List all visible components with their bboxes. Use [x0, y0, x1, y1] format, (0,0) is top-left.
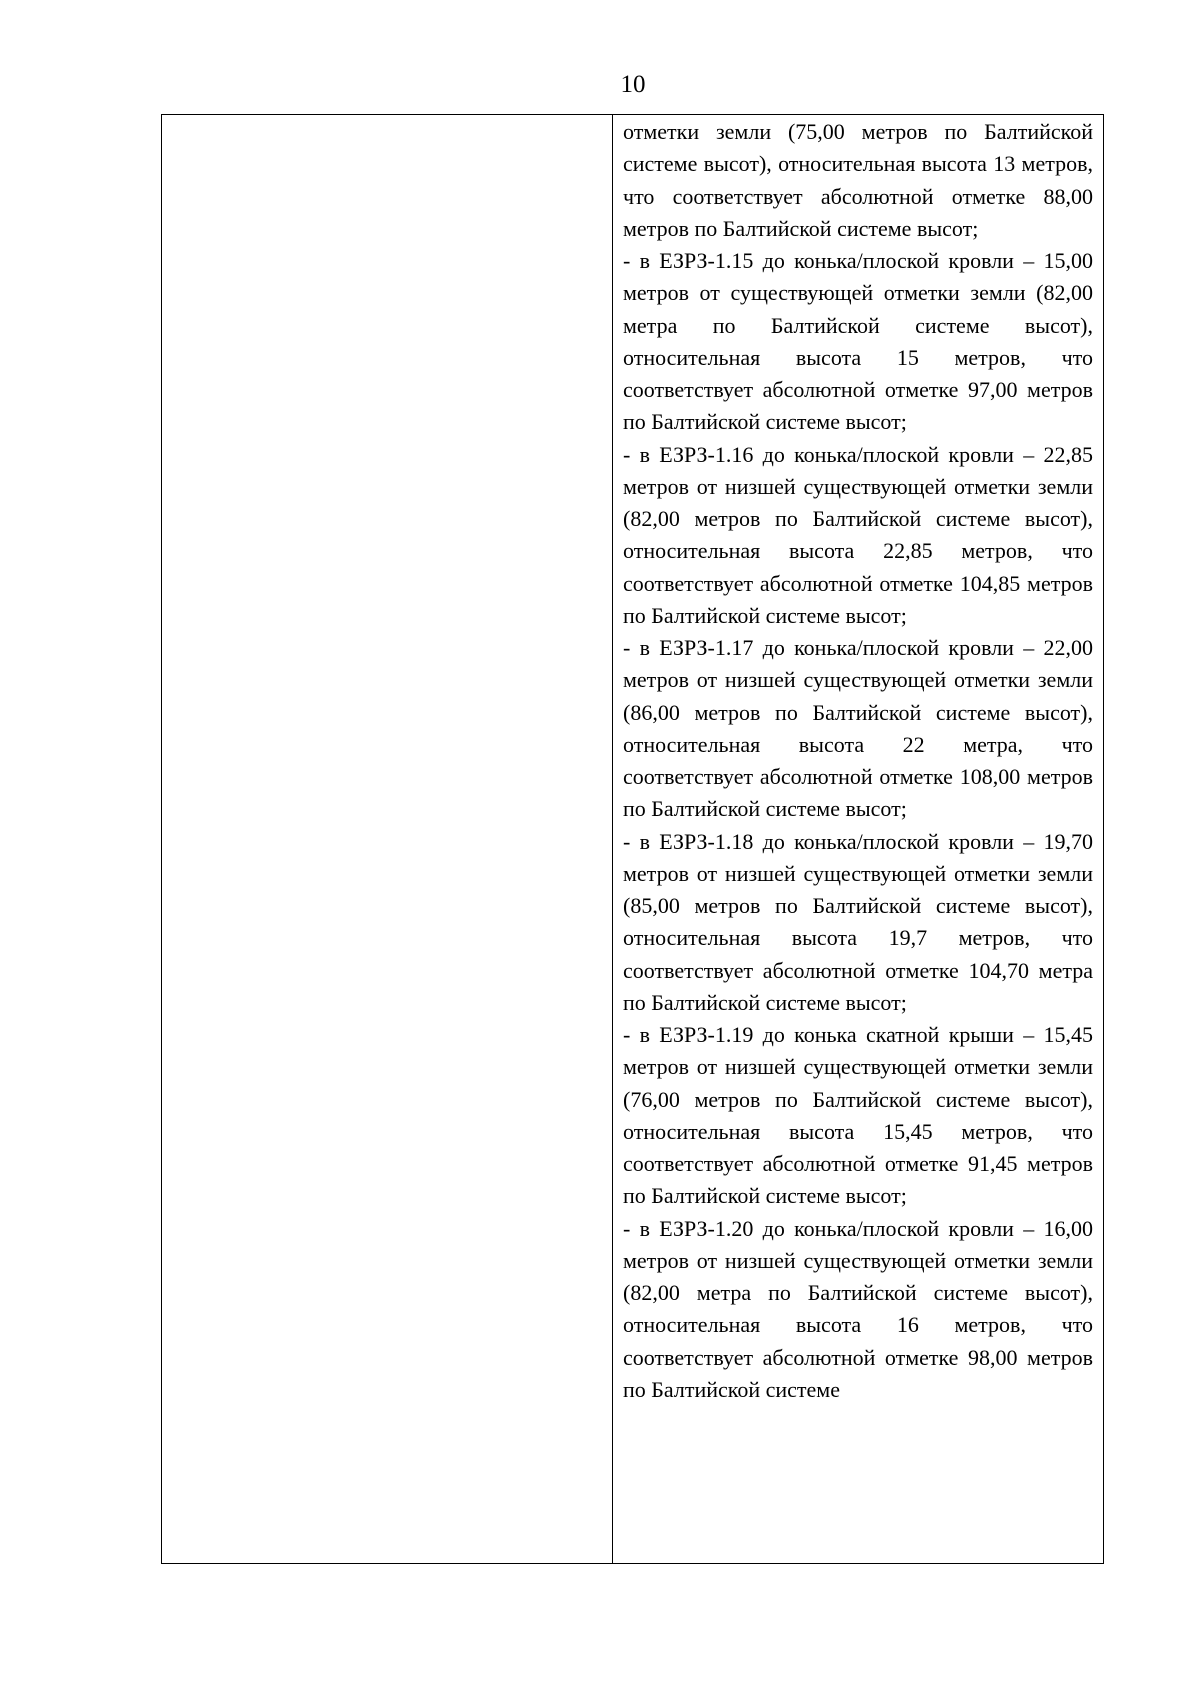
paragraph-ezrz-1-19: - в ЕЗРЗ-1.19 до конька скатной крыши – 15,45 метров от низшей существующей отметки земли (76,00 метров по Балтийской системе высот), относительная высота 15,45 метров, что соответствует абсолютной отметке 91,45 метров по Балтийской системе высот; — [623, 1022, 1093, 1209]
paragraph-ezrz-1-15: - в ЕЗРЗ-1.15 до конька/плоской кровли – 15,00 метров от существующей отметки земли (82,00 метра по Балтийской системе высот), относительная высота 15 метров, что соответствует абсолютной отметке 97,00 метров по Балтийской системе высот; — [623, 248, 1093, 435]
regulations-table — [161, 114, 1104, 1564]
paragraph-ezrz-1-20: - в ЕЗРЗ-1.20 до конька/плоской кровли – 16,00 метров от низшей существующей отметки земли (82,00 метра по Балтийской системе высот), относительная высота 16 метров, что соответствует абсолютной отметке 98,00 метров по Балтийской системе — [623, 1215, 1093, 1402]
paragraph-ezrz-1-16: - в ЕЗРЗ-1.16 до конька/плоской кровли – 22,85 метров от низшей существующей отметки земли (82,00 метров по Балтийской системе высот), относительная высота 22,85 метров, что соответствует абсолютной отметке 104,85 метров по Балтийской системе высот; — [623, 441, 1093, 628]
page-number: 10 — [620, 71, 646, 98]
table-cell-right — [613, 115, 1103, 1563]
paragraph-ezrz-1-17: - в ЕЗРЗ-1.17 до конька/плоской кровли – 22,00 метров от низшей существующей отметки земли (86,00 метров по Балтийской системе высот), относительная высота 22 метра, что соответствует абсолютной отметке 108,00 метров по Балтийской системе высот; — [623, 635, 1093, 822]
paragraph-continuation: отметки земли (75,00 метров по Балтийской системе высот), относительная высота 13 метров, что соответствует абсолютной отметке 88,00 метров по Балтийской системе высот; — [623, 119, 1093, 241]
table-cell-left — [162, 115, 613, 1563]
paragraph-ezrz-1-18: - в ЕЗРЗ-1.18 до конька/плоской кровли – 19,70 метров от низшей существующей отметки земли (85,00 метров по Балтийской системе высот), относительная высота 19,7 метров, что соответствует абсолютной отметке 104,70 метра по Балтийской системе высот; — [623, 828, 1093, 1015]
